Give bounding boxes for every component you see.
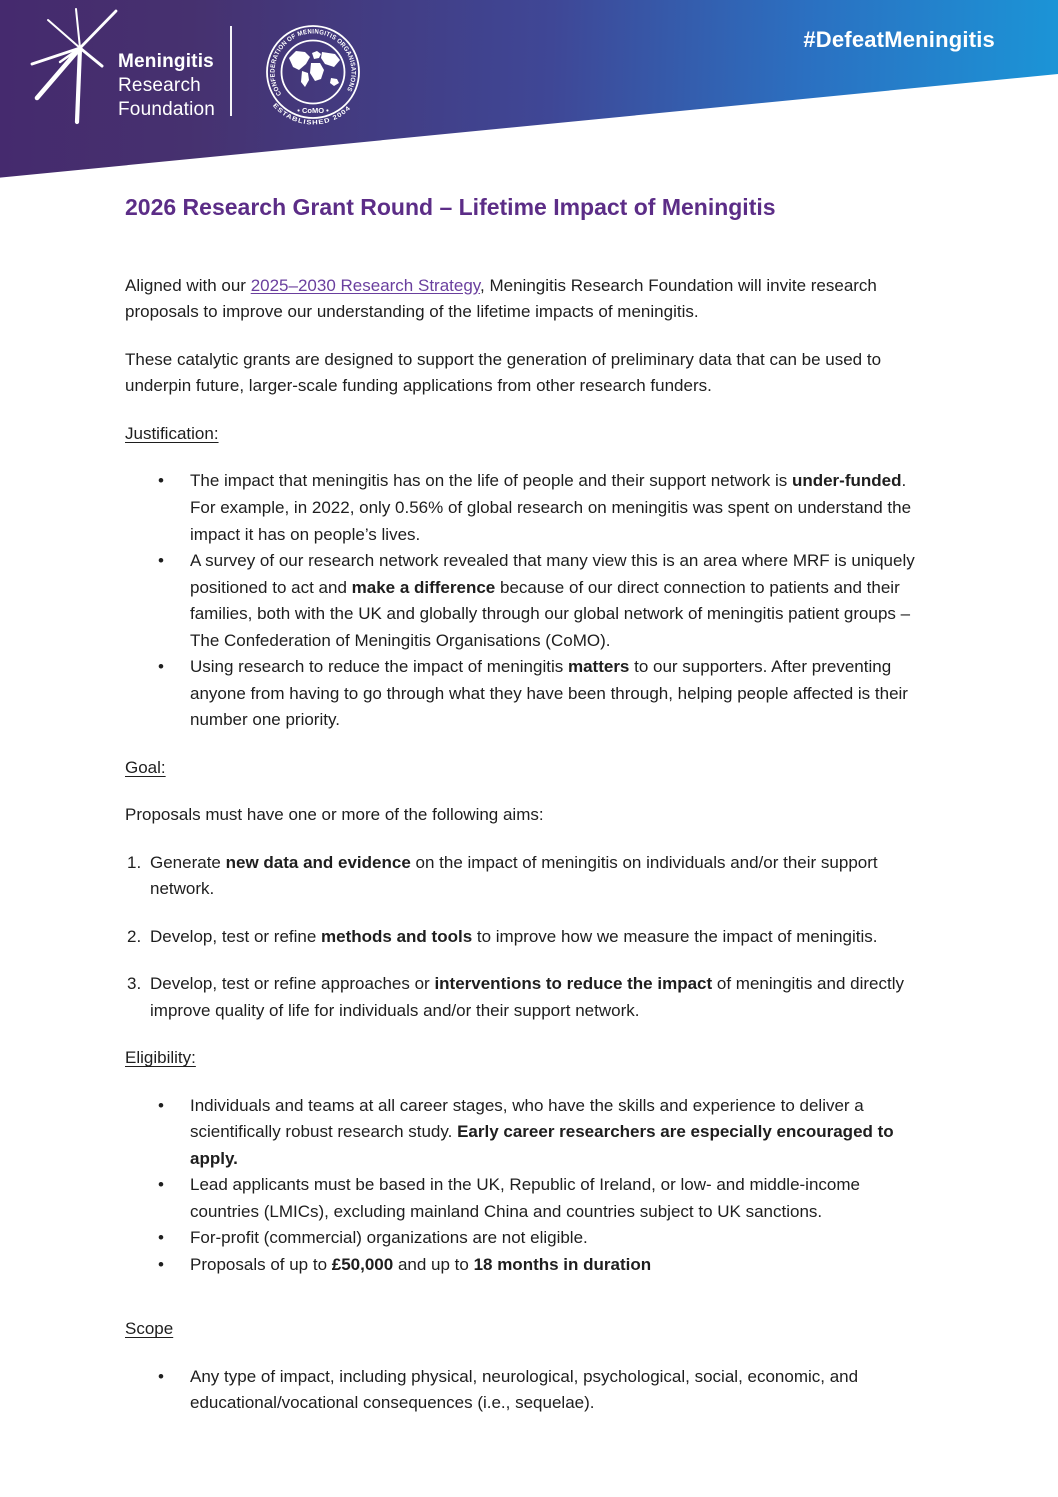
numbered-item-text (150, 971, 932, 1024)
run-bold: matters (567, 657, 630, 677)
list-item-text (190, 468, 932, 548)
list-item (158, 654, 932, 734)
run: A survey of our research network revealed that many view this is an area where MRF is uniquely positioned to act and (190, 551, 915, 597)
run: . For example, in 2022, only 0.56% of global research on meningitis was spent on understand the impact it has on people’s lives. (190, 471, 912, 544)
list-item (158, 468, 932, 548)
run: Any type of impact, including physical, neurological, psychological, social, economic, and educational/vocational consequences (i.e., sequelae). (190, 1366, 859, 1413)
mrf-starburst-icon (30, 8, 122, 126)
item-number: 1. (127, 852, 142, 872)
intro-text-after-link: , Meningitis Research Foundation will invite research proposals to improve our understanding of the lifetime impacts of meningitis. (125, 275, 877, 322)
list-item (158, 1364, 932, 1417)
bullet-icon: • (158, 1228, 164, 1248)
list-item (158, 1252, 932, 1279)
list-item-text (190, 1093, 932, 1173)
numbered-item-text (150, 850, 932, 903)
list-item-text (190, 548, 932, 654)
list-item-text (190, 654, 932, 734)
list-item-text (190, 1172, 932, 1225)
goal-intro: Proposals must have one or more of the following aims: (125, 805, 544, 825)
run-bold: under-funded (791, 471, 902, 491)
run: Develop, test or refine (150, 926, 322, 946)
bullet-icon: • (158, 471, 164, 491)
run: Proposals of up to (190, 1254, 332, 1274)
run: on the impact of meningitis on individuals and/or their support network. (150, 852, 878, 899)
run-bold: interventions to reduce the impact (434, 974, 713, 994)
research-strategy-link[interactable]: 2025–2030 Research Strategy (250, 275, 481, 295)
run-bold: make a difference (351, 577, 496, 597)
page-title: 2026 Research Grant Round – Lifetime Impact of Meningitis (125, 194, 776, 220)
run: Lead applicants must be based in the UK, Republic of Ireland, or low- and middle-income countries (LMICs), excluding mainland China and countries subject to UK sanctions. (190, 1175, 860, 1221)
list-item (158, 548, 932, 654)
list-item (158, 1225, 932, 1252)
list-item (158, 1093, 932, 1173)
bullet-icon: • (158, 657, 164, 677)
list-item-text (190, 1225, 932, 1252)
item-number: 3. (127, 974, 142, 994)
eligibility-heading: Eligibility: (125, 1048, 196, 1068)
hashtag: #DefeatMeningitis (803, 27, 995, 52)
run-bold: new data and evidence (225, 852, 411, 872)
intro-paragraph (125, 273, 932, 326)
run: Individuals and teams at all career stages, who have the skills and experience to deliver a scientifically robust research study. (190, 1095, 864, 1142)
run-bold: £50,000 (331, 1254, 394, 1274)
run: The impact that meningitis has on the life of people and their support network is (190, 471, 792, 491)
mrf-logo-line2: Research (118, 75, 201, 96)
run: to our supporters. After preventing anyone from having to go through what they have been through, helping people affected is their number one priority. (190, 657, 908, 730)
scope-heading: Scope (125, 1319, 174, 1339)
bullet-icon: • (158, 1254, 164, 1274)
como-ring-text: CONFEDERATION OF MENINGITIS ORGANISATIONS (269, 28, 357, 97)
como-label: • CoMO • (297, 106, 329, 115)
world-map-icon (289, 51, 340, 87)
list-item-text (190, 1364, 932, 1417)
eligibility-list (125, 1093, 932, 1279)
run-bold: 18 months in duration (473, 1254, 652, 1274)
justification-list (125, 468, 932, 733)
bullet-icon: • (158, 1095, 164, 1115)
numbered-item (125, 971, 932, 1024)
bullet-icon: • (158, 551, 164, 571)
numbered-item (125, 850, 932, 903)
list-item (158, 1172, 932, 1225)
run: Generate (150, 852, 226, 872)
list-item-text (190, 1252, 932, 1279)
run: and up to (393, 1254, 474, 1274)
bullet-icon: • (158, 1366, 164, 1386)
como-logo (251, 8, 375, 138)
run: to improve how we measure the impact of meningitis. (472, 926, 878, 946)
bullet-icon: • (158, 1175, 164, 1195)
header-banner (0, 0, 1058, 185)
mrf-logo-text (118, 50, 215, 122)
mrf-logo-line3: Foundation (118, 99, 216, 120)
logo-divider (230, 26, 232, 116)
scope-list (125, 1364, 932, 1417)
run-bold: Early career researchers are especially encouraged to apply. (190, 1122, 894, 1168)
mrf-logo-line1: Meningitis (118, 51, 214, 72)
goal-heading: Goal: (125, 757, 166, 777)
run: Using research to reduce the impact of meningitis (190, 657, 568, 677)
numbered-item (125, 924, 932, 951)
run: because of our direct connection to patients and their families, both with the UK and globally through our global network of meningitis patient groups – The Confederation of Meningitis Organisations (CoMO). (190, 577, 911, 650)
run: For-profit (commercial) organizations are not eligible. (190, 1228, 588, 1248)
item-number: 2. (127, 926, 142, 946)
run: of meningitis and directly improve quality of life for individuals and/or their support network. (150, 974, 904, 1020)
catalytic-paragraph: These catalytic grants are designed to support the generation of preliminary data that can be used to underpin future, larger-scale funding applications from other research funders. (125, 349, 882, 396)
como-established-text: ESTABLISHED 2004 (271, 102, 352, 127)
run-bold: methods and tools (321, 926, 473, 946)
intro-text: Aligned with our (125, 275, 251, 295)
document-body (0, 193, 1058, 1417)
numbered-item-text (150, 924, 932, 951)
run: Develop, test or refine approaches or (150, 974, 435, 994)
justification-heading: Justification: (125, 423, 219, 443)
